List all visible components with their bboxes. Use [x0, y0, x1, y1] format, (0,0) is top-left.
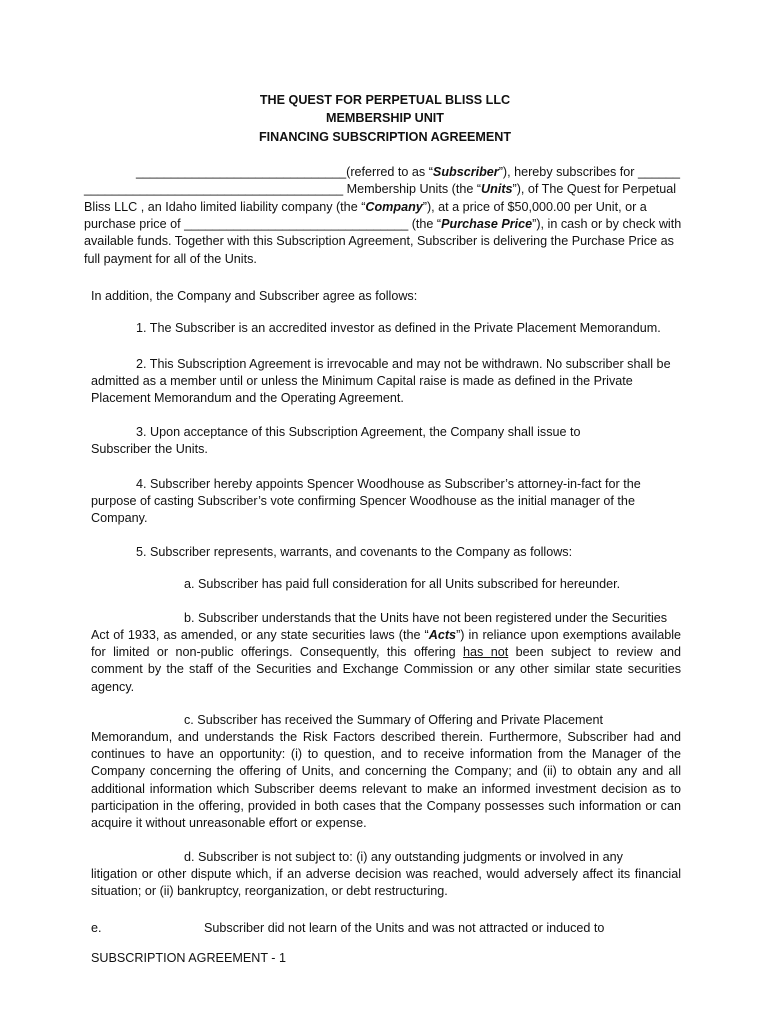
- term-acts: Acts: [428, 628, 457, 642]
- item-4-continuation: purpose of casting Subscriber’s vote confirming Spencer Woodhouse as the initial manager of the Company.: [91, 494, 635, 526]
- item-5d-continuation: litigation or other dispute which, if an adverse decision was reached, would adversely affect its financial situation; or (ii) bankruptcy, reorganization, or debt restructuring.: [91, 867, 681, 899]
- item-5e-label: e.: [91, 921, 102, 935]
- item-1: 1. The Subscriber is an accredited investor as defined in the Private Placement Memorandum.: [136, 321, 661, 335]
- addition-text: In addition, the Company and Subscriber agree as follows:: [91, 289, 418, 303]
- item-4-first-line: 4. Subscriber hereby appoints Spencer Woodhouse as Subscriber’s attorney-in-fact for the: [136, 477, 641, 491]
- term-units: Units: [481, 182, 513, 196]
- intro-line-5: available funds. Together with this Subscription Agreement, Subscriber is delivering the Purchase Price as: [84, 234, 674, 248]
- term-subscriber: Subscriber: [432, 165, 499, 179]
- item-5b-first-line: b. Subscriber understands that the Units have not been registered under the Securities: [184, 611, 668, 625]
- intro-line-3: Bliss LLC , an Idaho limited liability company (the “Company”), at a price of $50,000.00 per Unit, or a: [84, 200, 647, 214]
- item-2-first-line: 2. This Subscription Agreement is irrevocable and may not be withdrawn. No subscriber shall be: [136, 357, 671, 371]
- term-purchase-price: Purchase Price: [441, 217, 533, 231]
- intro-line-1: ______________________________(referred to as “Subscriber”), hereby subscribes for ______: [136, 165, 681, 179]
- item-5a: a. Subscriber has paid full consideration for all Units subscribed for hereunder.: [184, 577, 621, 591]
- item-5b-continuation: Act of 1933, as amended, or any state securities laws (the “Acts”) in reliance upon exemptions available for limited or non-public offerings. Consequently, this offering has not been subject to review and comment by the staff of the Securities and Exchange Commission or any other similar state securities agency.: [91, 628, 682, 694]
- title-company: THE QUEST FOR PERPETUAL BLISS LLC: [259, 93, 511, 107]
- item-3-continuation: Subscriber the Units.: [91, 442, 208, 456]
- intro-line-2: _____________________________________ Membership Units (the “Units”), of The Quest for Perpetual: [84, 182, 677, 196]
- title-membership: MEMBERSHIP UNIT: [325, 111, 445, 125]
- subscriber-name-blank[interactable]: ______________________________: [136, 165, 347, 179]
- item-5c-first-line: c. Subscriber has received the Summary of Offering and Private Placement: [184, 713, 604, 727]
- item-2-continuation: admitted as a member until or unless the Minimum Capital raise is made as defined in the Private Placement Memorandum and the Operating Agreement.: [91, 374, 633, 406]
- units-count-blank[interactable]: _____________________________________: [84, 182, 344, 196]
- item-3-first-line: 3. Upon acceptance of this Subscription Agreement, the Company shall issue to: [136, 425, 581, 439]
- term-company: Company: [365, 200, 423, 214]
- intro-line-6: full payment for all of the Units.: [84, 252, 257, 266]
- emphasis-has-not: has not: [463, 645, 509, 660]
- item-5: 5. Subscriber represents, warrants, and covenants to the Company as follows:: [136, 545, 573, 559]
- purchase-price-line[interactable]: purchase price of ________________________________ (the “: [84, 217, 442, 231]
- page-footer: SUBSCRIPTION AGREEMENT - 1: [91, 951, 287, 965]
- item-5e-text: Subscriber did not learn of the Units and was not attracted or induced to: [204, 921, 605, 935]
- item-5d-first-line: d. Subscriber is not subject to: (i) any outstanding judgments or involved in any: [184, 850, 623, 864]
- item-5c-continuation: Memorandum, and understands the Risk Factors described therein. Furthermore, Subscriber had and continues to have an opportunity: (i) to question, and to receive information from the Manager of the Company concerning the offering of Units, and concerning the Company; and (ii) to obtain any and all additional information which Subscriber deems relevant to make an informed investment decision as to participation in the offering, provided in both cases that the Company possesses such information or can acquire it without unreasonable effort or expense.: [91, 730, 681, 831]
- title-agreement: FINANCING SUBSCRIPTION AGREEMENT: [258, 130, 512, 144]
- intro-line-4: purchase price of ________________________________ (the “Purchase Price”), in cash or by check with: [84, 217, 682, 231]
